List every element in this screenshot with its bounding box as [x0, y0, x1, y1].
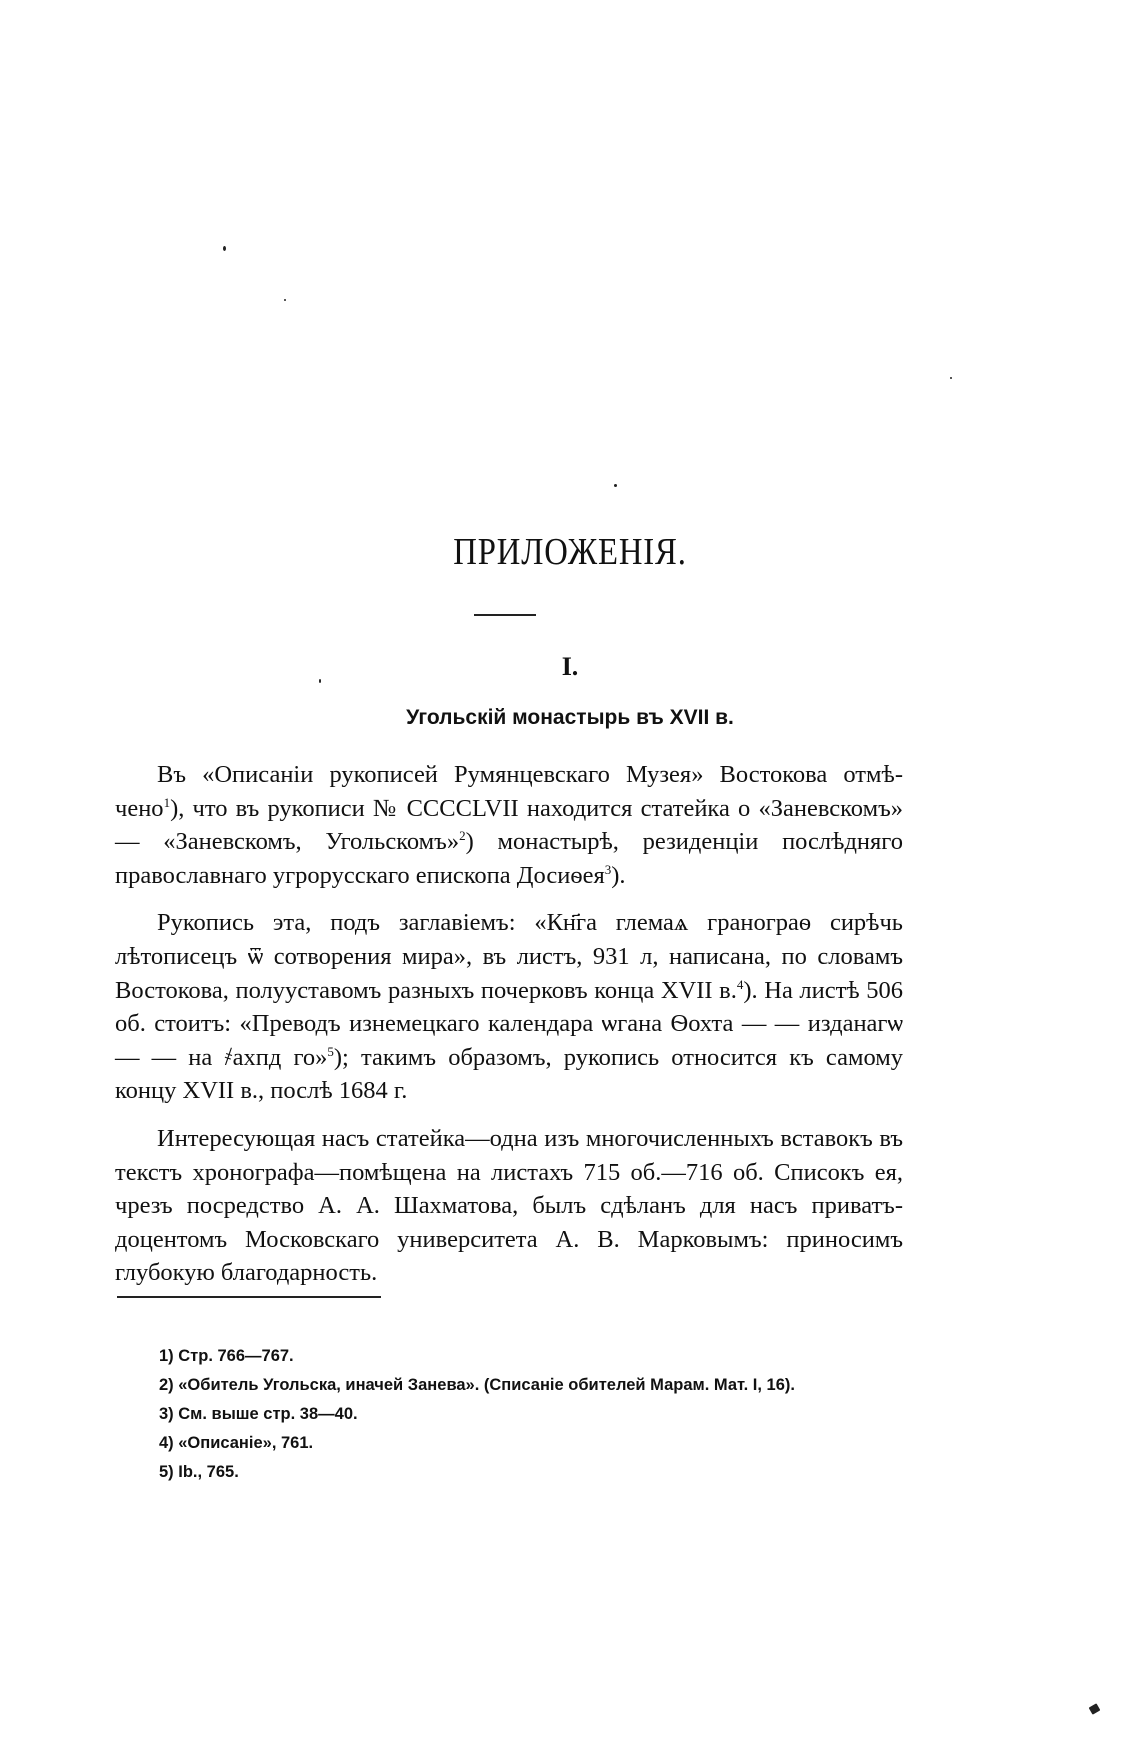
footnote: 4) «Описаніе», 761. — [159, 1434, 314, 1452]
footnote-divider — [117, 1296, 381, 1298]
paragraph-text: Въ «Описаніи рукописей Румянцевскаго Музея» Востокова отмѣчено — [115, 761, 903, 822]
paragraph-text: Рукопись эта, подъ заглавіемъ: «Кн҃га глемаѧ гранограѳ сирѣчь лѣтописецъ ѿ сотворения мира», въ листъ, 931 л, написана, по словамъ Востокова, полууставомъ разныхъ почерковъ конца XVII в. — [115, 909, 903, 1004]
paragraph-2 — [115, 906, 903, 1108]
title-divider — [474, 614, 536, 616]
body-text — [115, 758, 903, 1304]
footnote-ref: 3 — [604, 861, 612, 877]
footnotes — [115, 1342, 905, 1487]
footnote-ref: 4 — [736, 976, 744, 992]
paragraph-text: ), что въ рукописи № CCCCLVII находится статейка о «Заневскомъ» — «Заневскомъ, Угольскомъ» — [115, 794, 903, 856]
footnote: 2) «Обитель Угольска, иначей Занева». (Списаніе обителей Марам. Мат. I, 16). — [159, 1376, 795, 1394]
footnote-ref: 2 — [459, 828, 466, 844]
section-number: I. — [561, 652, 579, 681]
paragraph-text: ). — [611, 861, 626, 889]
scan-speck — [614, 484, 617, 487]
paragraph-text: ); такимъ образомъ, рукопись относится къ самому концу XVII в., послѣ 1684 г. — [115, 1043, 903, 1105]
scan-speck — [284, 299, 286, 301]
scan-speck — [223, 246, 226, 251]
paragraph-text: ). На листѣ 506 об. стоитъ: «Преводъ изнемецкаго календара ѡгана Ѳохта — — изданагѡ — — на ҂ахпд го» — [115, 976, 903, 1071]
scan-speck — [950, 377, 952, 379]
page-title: ПРИЛОЖЕНІЯ. — [453, 531, 687, 573]
footnote: 5) Ib., 765. — [159, 1463, 239, 1481]
paragraph-1 — [115, 758, 903, 892]
paragraph-3: Интересующая насъ статейка—одна изъ многочисленныхъ вставокъ въ текстъ хронографа—помѣщена на листахъ 715 об.—716 об. Списокъ ея, чрезъ посредство А. А. Шахматова, былъ сдѣланъ для насъ приватъ-доцентомъ Московскаго университета А. В. Марковымъ: приносимъ глубокую благодарность. — [115, 1124, 903, 1287]
section-heading: Угольскій монастырь въ XVII в. — [406, 706, 734, 729]
footnote-ref: 1 — [163, 794, 171, 810]
footnote: 3) См. выше стр. 38—40. — [159, 1405, 358, 1423]
footnote: 1) Стр. 766—767. — [159, 1347, 294, 1365]
paragraph-text: ) монастырѣ, резиденціи послѣдняго православнаго угрорусскаго епископа Досиѳея — [115, 828, 903, 889]
footnote-ref: 5 — [327, 1043, 334, 1059]
scan-speck — [1089, 1703, 1101, 1714]
